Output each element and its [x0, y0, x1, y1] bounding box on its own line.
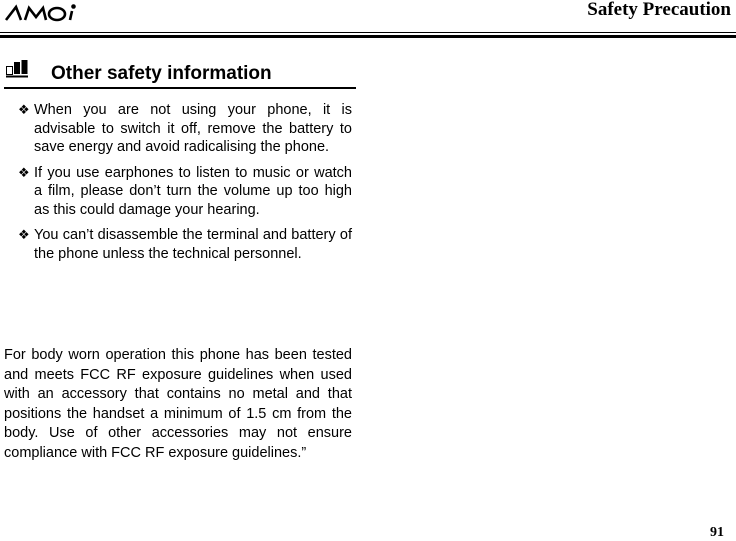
section-blocks-icon — [6, 60, 28, 78]
bullet-item — [18, 226, 352, 263]
header-rule-thick — [0, 35, 736, 38]
diamond-bullet-icon: ❖ — [18, 165, 30, 181]
header-rule-thin — [0, 32, 736, 33]
section-title: Other safety information — [51, 63, 272, 84]
amoi-logo — [4, 3, 78, 23]
bullet-text: If you use earphones to listen to music or watch a film, please don’t turn the volume up too high as this could damage your hearing. — [34, 164, 352, 218]
bullet-item — [18, 101, 352, 157]
section-underline — [4, 87, 356, 89]
diamond-bullet-icon: ❖ — [18, 228, 30, 243]
header-title: Safety Precaution — [587, 0, 731, 20]
page-number: 91 — [710, 525, 724, 540]
fcc-paragraph: For body worn operation this phone has been tested and meets FCC RF exposure guidelines when used with an accessory that contains no metal and that positions the handset a minimum of 1.5 cm from the body. Use of other accessories may not ensure compliance with FCC RF exposure guidelines.” — [4, 347, 352, 461]
bullet-list — [18, 101, 352, 270]
bullet-item — [18, 164, 352, 220]
bullet-text: You can’t disassemble the terminal and battery of the phone unless the technical personnel. — [34, 227, 352, 262]
diamond-bullet-icon: ❖ — [18, 103, 30, 118]
bullet-text: When you are not using your phone, it is advisable to switch it off, remove the battery to save energy and avoid radicalising the phone. — [34, 102, 352, 155]
